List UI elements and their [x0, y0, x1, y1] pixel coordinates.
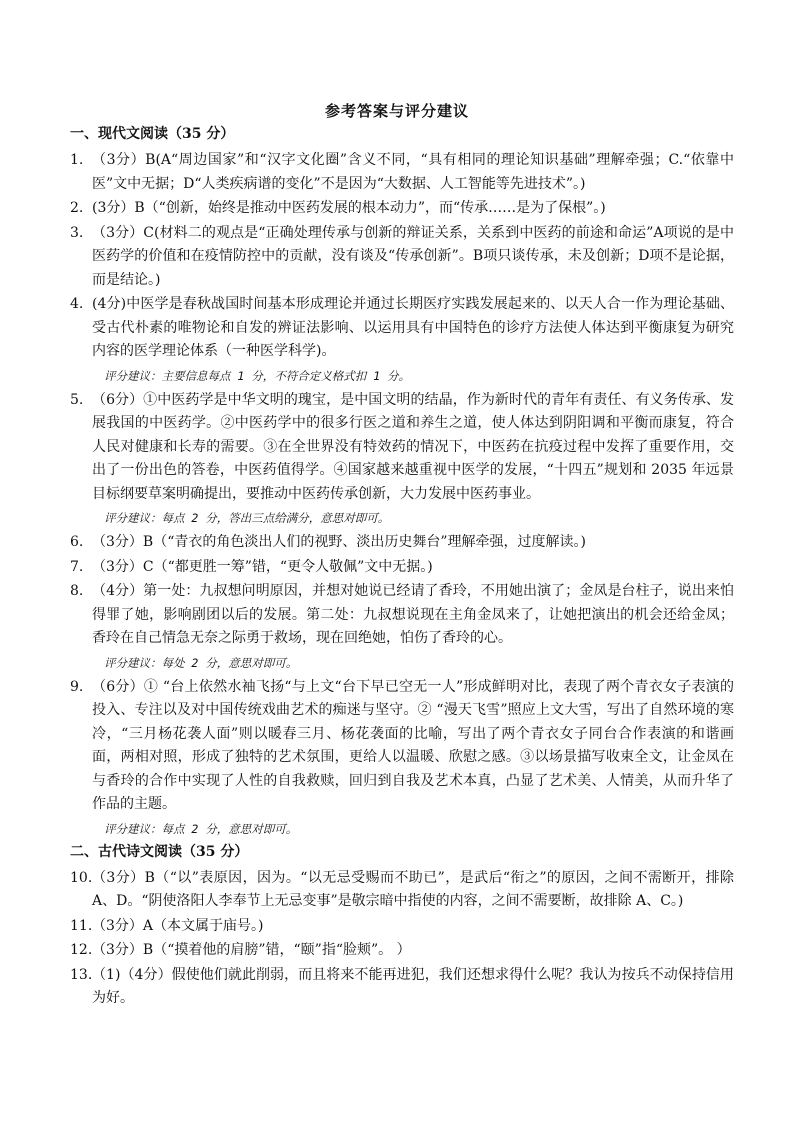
item-number: 2.: [70, 200, 84, 216]
section-heading-classical-reading: 二、古代诗文阅读（35 分）: [70, 843, 249, 860]
answer-item-6: [70, 531, 734, 555]
item-text: （3分）C(材料二的观点是“正确处理传承与创新的辩证关系，关系到中医药的前途和命运”A项说的是中医药学的价值和在疫情防控中的贡献，没有谈及“传承创新”。B项只谈传承，未及创新；D项不是论据，而是结论。): [92, 224, 734, 288]
scoring-note-5: 评分建议：每点 2 分，答出三点给满分，意思对即可。: [104, 511, 390, 525]
item-text: （1)（4分）假使他们就此削弱，而且将来不能再进犯，我们还想求得什么呢？我认为按兵不动保持信用为好。: [92, 966, 734, 1006]
answer-item-8: [70, 580, 734, 651]
item-number: 10.: [70, 869, 93, 886]
item-text: （3分）C（“都更胜一筹”错，“更令人敬佩”文中无据。): [92, 558, 433, 575]
item-text: （3分）B(A“周边国家”和“汉字文化圈”含义不同，“具有相同的理论知识基础”理解牵强；C.“依靠中医”文中无据；D“人类疾病谱的变化”不是因为“大数据、人工智能等先进技术”。): [92, 152, 734, 192]
item-number: 5.: [70, 391, 84, 408]
item-number: 11.: [70, 917, 93, 934]
answer-item-11: [70, 915, 734, 939]
answer-item-3: [70, 222, 734, 293]
scoring-note-4: 评分建议：主要信息每点 1 分，不符合定义格式扣 1 分。: [104, 368, 411, 383]
answer-item-4: [70, 293, 734, 364]
item-number: 12.: [70, 942, 93, 958]
answer-item-5: [70, 389, 734, 507]
item-number: 3.: [70, 224, 84, 241]
item-text: （3分）B（“以”表原因，因为。“以无忌受赐而不助已”，是武后“衔之”的原因，之间不需断开，排除 A、D。“阴使洛阳人李奉节上无忌变事”是敬宗暗中指使的内容，之间不需要断，故排除 A、C。): [92, 869, 734, 909]
scoring-note-9: 评分建议：每点 2 分，意思对即可。: [104, 821, 298, 836]
item-text: （3分）B（“青衣的角色淡出人们的视野、淡出历史舞台”理解牵强，过度解读。): [92, 534, 586, 550]
item-number: 13.: [70, 966, 93, 983]
page-title: 参考答案与评分建议: [324, 102, 469, 120]
item-number: 7.: [70, 558, 84, 575]
item-text: （4分）第一处：九叔想问明原因，并想对她说已经请了香玲，不用她出演了；金凤是台柱子，说出来怕得罪了她，影响剧团以后的发展。第二处：九叔想说现在主角金凤来了，让她把演出的机会还给金凤；香玲在自己情急无奈之际勇于救场，现在回绝她，怕伤了香玲的心。: [92, 583, 734, 646]
answer-item-13: [70, 964, 734, 1011]
item-text: （6分）① “台上依然水袖飞扬“与上文“台下早已空无一人”形成鲜明对比，表现了两个青衣女子表演的投入、专注以及对中国传统戏曲艺术的痴迷与坚守。② “漫天飞雪”照应上文大雪，写出了自然环境的寒冷，“三月杨花袭人面”则以暖春三月、杨花袭面的比喻，写出了两个青衣女子同台合作表演的和谐画面，两相对照，形成了独特的艺术氛围，更给人以温暖、欣慰之感。③以场景描写收束全文，让金凤在与香玲的合作中实现了人性的自我救赎，回归到自我及艺术本真，凸显了艺术美、人情美，从而升华了作品的主题。: [92, 678, 734, 812]
answer-item-7: [70, 556, 734, 580]
item-number: 9.: [70, 678, 84, 695]
item-number: 6.: [70, 534, 84, 550]
item-text: (4分)中医学是春秋战国时间基本形成理论并通过长期医疗实践发展起来的、以天人合一作为理论基础、受古代朴素的唯物论和自发的辨证法影响、以运用具有中国特色的诊疗方法使人体达到平衡康复为研究内容的医学理论体系（一种医学科学)。: [92, 296, 734, 359]
answer-item-9: [70, 676, 734, 817]
item-text: （6分）①中医药学是中华文明的瑰宝，是中国文明的结晶，作为新时代的青年有责任、有义务传承、发展我国的中医药学。②中医药学中的很多行医之道和养生之道，使人体达到阴阳调和平衡而康复，符合人民对健康和长寿的需要。③在全世界没有特效药的情况下，中医药在抗疫过程中发挥了重要作用，交出了一份出色的答卷，中医药值得学。④国家越来越重视中医学的发展，“十四五”规划和 2035 年远景目标纲要草案明确提出，要推动中医药传承创新，大力发展中医药事业。: [92, 391, 734, 502]
answer-item-10: [70, 867, 734, 914]
answer-item-2: [70, 197, 734, 221]
item-text: （3分）A（本文属于庙号。): [92, 917, 264, 934]
answer-item-1: [70, 149, 734, 196]
scoring-note-8: 评分建议：每处 2 分，意思对即可。: [104, 655, 298, 670]
item-number: 4.: [70, 296, 84, 312]
item-text: （3分）B（“摸着他的肩膀”错，“颐”指“脸颊”。 ）: [92, 942, 411, 958]
answer-content: [70, 124, 734, 1012]
item-number: 8.: [70, 583, 84, 599]
item-number: 1.: [70, 152, 84, 168]
section-heading-modern-reading: 一、现代文阅读（35 分）: [70, 126, 235, 142]
item-text: (3分）B（“创新，始终是推动中医药发展的根本动力”，而“传承……是为了保根”。): [92, 200, 606, 216]
answer-item-12: [70, 939, 734, 963]
